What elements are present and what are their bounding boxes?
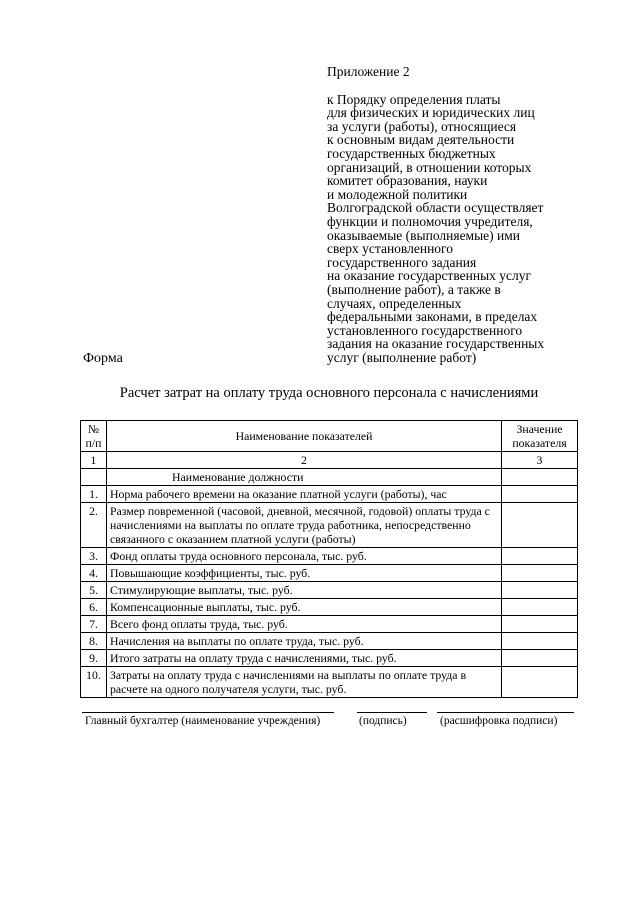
decode-line — [437, 712, 574, 713]
row-number: 2. — [81, 503, 107, 548]
row-number: 8. — [81, 633, 107, 650]
signature-block — [80, 698, 578, 738]
appendix-line: к Порядку определения платы — [327, 91, 501, 107]
row-indicator-name: Повышающие коэффициенты, тыс. руб. — [107, 565, 502, 582]
appendix-line: организаций, в отношении которых — [327, 159, 532, 175]
accountant-caption: Главный бухгалтер (наименование учреждения) — [85, 715, 321, 727]
row-indicator-name: Итого затраты на оплату труда с начислениями, тыс. руб. — [107, 650, 502, 667]
position-blank — [81, 469, 107, 486]
appendix-line: (выполнение работ), а также в — [327, 281, 501, 297]
appendix-title: Приложение 2 — [327, 64, 410, 79]
table-row — [81, 582, 578, 599]
appendix-text — [327, 93, 627, 365]
appendix-line: услуг (выполнение работ) — [327, 349, 477, 365]
table-header-row — [81, 421, 578, 452]
row-number: 3. — [81, 548, 107, 565]
position-value — [502, 469, 578, 486]
header-num: № п/п — [81, 421, 107, 452]
appendix-line: и молодежной политики — [327, 186, 468, 202]
row-indicator-name: Норма рабочего времени на оказание платной услуги (работы), час — [107, 486, 502, 503]
appendix-line: функции и полномочия учредителя, — [327, 213, 533, 229]
appendix-line: оказываемые (выполняемые) ими — [327, 227, 521, 243]
column-numbers-row — [81, 452, 578, 469]
header-name: Наименование показателей — [107, 421, 502, 452]
row-number: 5. — [81, 582, 107, 599]
row-indicator-name: Всего фонд оплаты труда, тыс. руб. — [107, 616, 502, 633]
sign-line — [357, 712, 427, 713]
appendix-line: Волгоградской области осуществляет — [327, 200, 544, 216]
table-row — [81, 565, 578, 582]
header-value: Значение показателя — [502, 421, 578, 452]
row-number: 4. — [81, 565, 107, 582]
table-row — [81, 548, 578, 565]
accountant-line — [82, 712, 334, 713]
col-number-3: 3 — [502, 452, 578, 469]
table-row — [81, 599, 578, 616]
appendix-block — [327, 65, 627, 364]
col-number-1: 1 — [81, 452, 107, 469]
appendix-line: для физических и юридических лиц — [327, 105, 535, 121]
table-row — [81, 486, 578, 503]
row-indicator-name: Начисления на выплаты по оплате труда, тыс. руб. — [107, 633, 502, 650]
position-row — [81, 469, 578, 486]
row-indicator-name: Затраты на оплату труда с начислениями на выплаты по оплате труда в расчете на одного получателя услуги, тыс. руб. — [107, 667, 502, 698]
row-value-cell — [502, 650, 578, 667]
position-label: Наименование должности — [107, 469, 502, 486]
cost-table — [80, 420, 578, 698]
row-value-cell — [502, 667, 578, 698]
row-indicator-name: Компенсационные выплаты, тыс. руб. — [107, 599, 502, 616]
row-value-cell — [502, 565, 578, 582]
row-number: 10. — [81, 667, 107, 698]
table-row — [81, 616, 578, 633]
form-label: Форма — [83, 351, 123, 366]
row-indicator-name: Фонд оплаты труда основного персонала, тыс. руб. — [107, 548, 502, 565]
appendix-line: задания на оказание государственных — [327, 336, 545, 352]
row-value-cell — [502, 616, 578, 633]
appendix-line: за услуги (работы), относящиеся — [327, 118, 517, 134]
row-number: 1. — [81, 486, 107, 503]
row-number: 9. — [81, 650, 107, 667]
row-number: 6. — [81, 599, 107, 616]
table-row — [81, 633, 578, 650]
row-number: 7. — [81, 616, 107, 633]
row-indicator-name: Размер повременной (часовой, дневной, месячной, годовой) оплаты труда с начислениями на выплаты по оплате труда работника, непосредственно связанного с оказанием платной услуги (работы) — [107, 503, 502, 548]
row-value-cell — [502, 486, 578, 503]
document-title: Расчет затрат на оплату труда основного персонала с начислениями — [119, 385, 539, 401]
decode-caption: (расшифровка подписи) — [440, 715, 558, 727]
sign-caption: (подпись) — [359, 715, 407, 727]
appendix-line: комитет образования, науки — [327, 173, 488, 189]
row-value-cell — [502, 582, 578, 599]
row-value-cell — [502, 548, 578, 565]
appendix-line: установленного государственного — [327, 322, 523, 338]
appendix-line: к основным видам деятельности — [327, 132, 515, 148]
row-value-cell — [502, 599, 578, 616]
appendix-line: федеральными законами, в пределах — [327, 309, 538, 325]
row-indicator-name: Стимулирующие выплаты, тыс. руб. — [107, 582, 502, 599]
appendix-line: сверх установленного — [327, 241, 454, 257]
table-row — [81, 503, 578, 548]
row-value-cell — [502, 503, 578, 548]
col-number-2: 2 — [107, 452, 502, 469]
appendix-line: на оказание государственных услуг — [327, 268, 532, 284]
appendix-line: государственных бюджетных — [327, 145, 496, 161]
appendix-line: случаях, определенных — [327, 295, 462, 311]
table-row — [81, 667, 578, 698]
row-value-cell — [502, 633, 578, 650]
table-row — [81, 650, 578, 667]
appendix-line: государственного задания — [327, 254, 477, 270]
